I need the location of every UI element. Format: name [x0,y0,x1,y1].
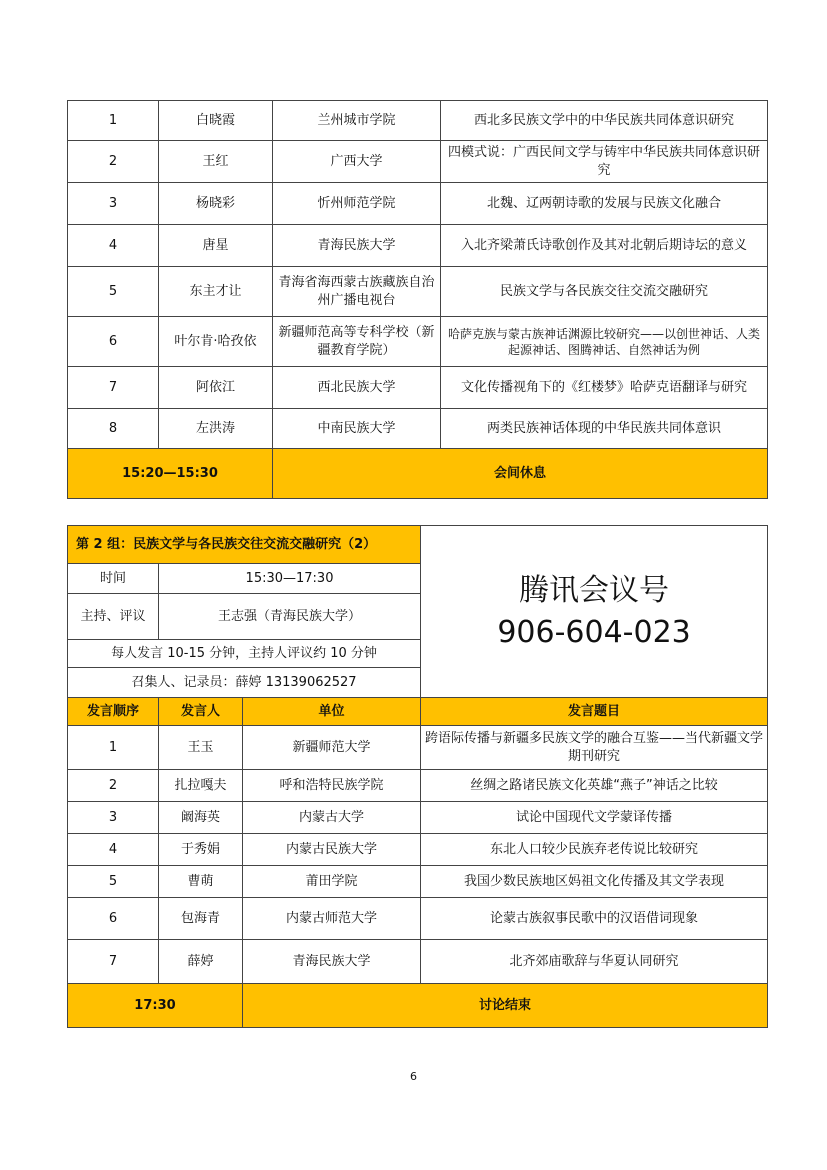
group-title: 第 2 组：民族文学与各民族交往交流交融研究（2） [68,526,421,564]
row-unit: 西北民族大学 [273,367,441,409]
table-row [68,183,768,225]
table-row [68,101,768,141]
row-unit: 兰州城市学院 [273,101,441,141]
row-topic: 东北人口较少民族弃老传说比较研究 [421,834,768,866]
table-row [68,866,768,898]
table-row [68,898,768,940]
row-speaker: 阿依江 [159,367,273,409]
schedule-table-group2 [67,525,768,1028]
convener-info: 召集人、记录员：薛婷 13139062527 [68,668,421,698]
row-order: 6 [68,317,159,367]
break-label: 会间休息 [273,449,768,499]
row-topic: 哈萨克族与蒙古族神话渊源比较研究——以创世神话、人类起源神话、图腾神话、自然神话为例 [441,317,768,367]
row-topic: 西北多民族文学中的中华民族共同体意识研究 [441,101,768,141]
table-row [68,940,768,984]
row-speaker: 左洪涛 [159,409,273,449]
meeting-info-cell [421,526,768,698]
row-speaker: 曹萌 [159,866,243,898]
row-order: 5 [68,866,159,898]
table-row [68,141,768,183]
row-speaker: 王玉 [159,726,243,770]
row-speaker: 白晓霞 [159,101,273,141]
table-row [68,267,768,317]
row-speaker: 王红 [159,141,273,183]
row-unit: 内蒙古民族大学 [243,834,421,866]
table-row [68,834,768,866]
table-row [68,770,768,802]
row-unit: 内蒙古师范大学 [243,898,421,940]
row-topic: 两类民族神话体现的中华民族共同体意识 [441,409,768,449]
row-topic: 丝绸之路诸民族文化英雄“燕子”神话之比较 [421,770,768,802]
table-row [68,367,768,409]
end-time: 17:30 [68,984,243,1028]
table-row [68,802,768,834]
host-value: 王志强（青海民族大学） [159,594,421,640]
row-unit: 青海民族大学 [273,225,441,267]
row-order: 4 [68,834,159,866]
time-label: 时间 [68,564,159,594]
row-speaker: 东主才让 [159,267,273,317]
header-order: 发言顺序 [68,698,159,726]
row-speaker: 杨晓彩 [159,183,273,225]
break-time: 15:20—15:30 [68,449,273,499]
table-row [68,409,768,449]
table-row [68,726,768,770]
row-order: 2 [68,770,159,802]
header-topic: 发言题目 [421,698,768,726]
table-row [68,317,768,367]
row-unit: 青海省海西蒙古族藏族自治州广播电视台 [273,267,441,317]
row-speaker: 扎拉嘎夫 [159,770,243,802]
row-order: 7 [68,367,159,409]
row-unit: 内蒙古大学 [243,802,421,834]
page-number: 6 [410,1070,417,1083]
row-order: 6 [68,898,159,940]
row-topic: 北齐郊庙歌辞与华夏认同研究 [421,940,768,984]
row-topic: 入北齐梁萧氏诗歌创作及其对北朝后期诗坛的意义 [441,225,768,267]
row-order: 4 [68,225,159,267]
header-unit: 单位 [243,698,421,726]
row-unit: 中南民族大学 [273,409,441,449]
row-topic: 民族文学与各民族交往交流交融研究 [441,267,768,317]
time-value: 15:30—17:30 [159,564,421,594]
row-topic: 四模式说：广西民间文学与铸牢中华民族共同体意识研究 [441,141,768,183]
row-order: 1 [68,726,159,770]
row-unit: 莆田学院 [243,866,421,898]
header-row [68,698,768,726]
row-order: 3 [68,183,159,225]
row-topic: 跨语际传播与新疆多民族文学的融合互鉴——当代新疆文学期刊研究 [421,726,768,770]
row-speaker: 包海青 [159,898,243,940]
host-label: 主持、评议 [68,594,159,640]
row-unit: 忻州师范学院 [273,183,441,225]
row-speaker: 阚海英 [159,802,243,834]
row-unit: 新疆师范高等专科学校（新疆教育学院） [273,317,441,367]
end-row [68,984,768,1028]
row-topic: 论蒙古族叙事民歌中的汉语借词现象 [421,898,768,940]
speaking-rule: 每人发言 10-15 分钟，主持人评议约 10 分钟 [68,640,421,668]
row-topic: 我国少数民族地区妈祖文化传播及其文学表现 [421,866,768,898]
meeting-label: 腾讯会议号 [519,572,670,608]
row-speaker: 于秀娟 [159,834,243,866]
meeting-id: 906-604-023 [497,614,691,650]
group2-info [68,526,768,1028]
group-title-row [68,526,768,564]
row-order: 5 [68,267,159,317]
row-order: 8 [68,409,159,449]
group1-rows [68,101,768,499]
row-unit: 青海民族大学 [243,940,421,984]
row-order: 3 [68,802,159,834]
row-order: 7 [68,940,159,984]
row-topic: 试论中国现代文学蒙译传播 [421,802,768,834]
break-row [68,449,768,499]
row-unit: 广西大学 [273,141,441,183]
row-speaker: 薛婷 [159,940,243,984]
row-topic: 北魏、辽两朝诗歌的发展与民族文化融合 [441,183,768,225]
row-speaker: 叶尔肯·哈孜依 [159,317,273,367]
row-unit: 新疆师范大学 [243,726,421,770]
row-order: 1 [68,101,159,141]
schedule-table-group1 [67,100,768,499]
header-speaker: 发言人 [159,698,243,726]
row-topic: 文化传播视角下的《红楼梦》哈萨克语翻译与研究 [441,367,768,409]
row-order: 2 [68,141,159,183]
row-speaker: 唐星 [159,225,273,267]
row-unit: 呼和浩特民族学院 [243,770,421,802]
table-row [68,225,768,267]
end-label: 讨论结束 [243,984,768,1028]
